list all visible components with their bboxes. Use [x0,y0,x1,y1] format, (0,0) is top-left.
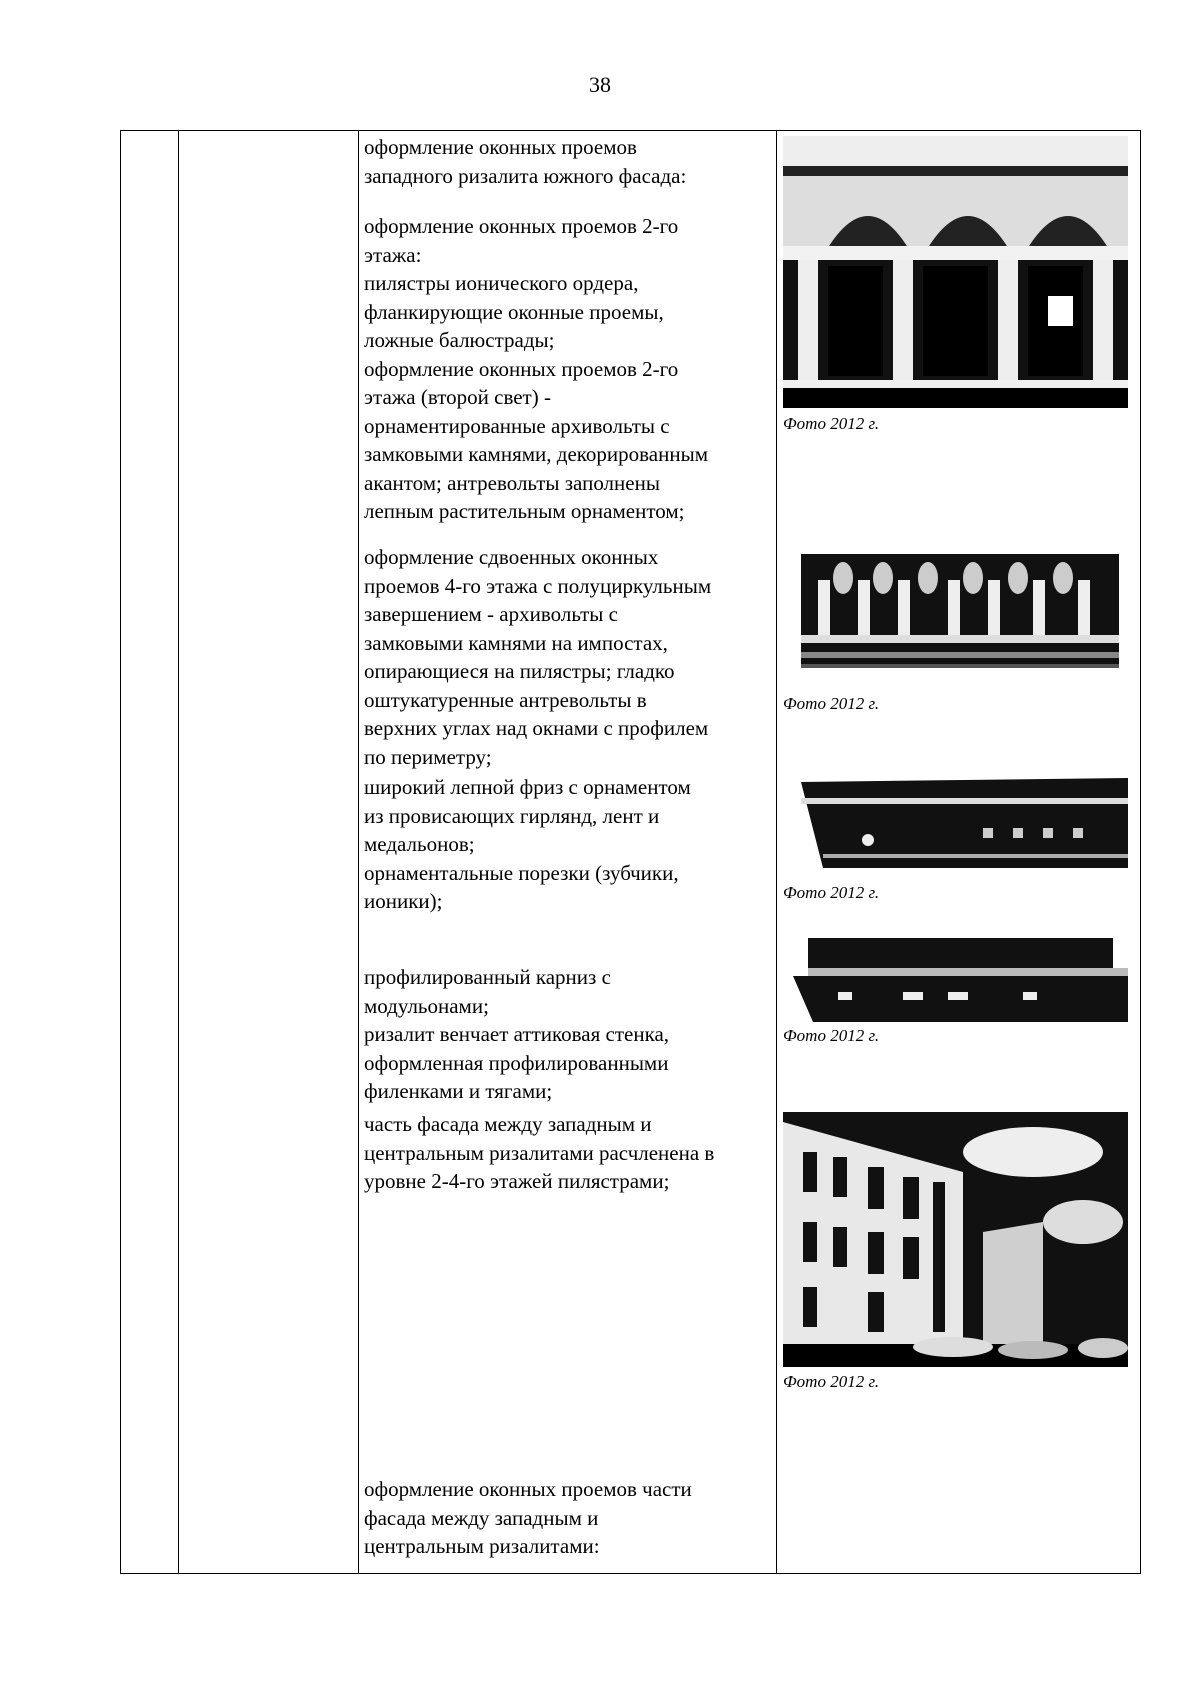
text-line: замковыми камнями, декорированным [364,442,708,466]
text-line: этажа (второй свет) - [364,385,551,409]
photo-caption: Фото 2012 г. [783,1026,880,1045]
row-5-description [364,1110,774,1196]
row-1-description [364,133,774,526]
text-line: центральным ризалитами: [364,1534,600,1558]
photo-arched-windows [783,136,1128,408]
text-line: оформление сдвоенных оконных [364,545,659,569]
text-line: оформление оконных проемов 2-го [364,356,679,381]
text-line: этажа: [364,242,422,267]
table-border-right [1140,130,1141,1574]
table-border-left [120,130,121,1574]
row-6-description [364,1475,774,1561]
photo-frieze [783,768,1128,878]
text-line: фасада между западным и [364,1505,599,1530]
text-line: орнаментальные порезки (зубчики, [364,860,679,885]
text-line: ризалит венчает аттиковая стенка, [364,1022,670,1046]
text-line: медальонов; [364,832,475,856]
row-3-description [364,773,774,916]
text-line: профилированный карниз с [364,965,611,989]
text-line: уровне 2-4-го этажей пилястрами; [364,1169,670,1193]
text-line: модульонами; [364,993,489,1018]
text-line: орнаментированные архивольты с [364,413,670,438]
text-line: оформление оконных проемов [364,135,637,159]
photo-caption: Фото 2012 г. [783,414,880,433]
photo-caption: Фото 2012 г. [783,694,880,713]
text-line: по периметру; [364,744,492,769]
table-border-bottom [120,1573,1141,1574]
text-line: часть фасада между западным и [364,1112,652,1136]
text-line: широкий лепной фриз с орнаментом [364,775,691,799]
table-column-divider-3 [776,130,777,1574]
text-line: оштукатуренные антревольты в [364,687,647,712]
row-2-description [364,543,774,771]
text-line: акантом; антревольты заполнены [364,470,660,495]
paragraph-gap [364,190,774,212]
text-line: оформление оконных проемов 2-го [364,214,679,238]
photo-caption: Фото 2012 г. [783,883,880,902]
text-line: западного ризалита южного фасада: [364,163,687,188]
text-line: ложные балюстрады; [364,328,555,352]
text-line: центральным ризалитами расчленена в [364,1140,715,1165]
text-line: оформленная профилированными [364,1050,669,1075]
row-4-description [364,963,774,1106]
text-line: филенками и тягами; [364,1079,553,1103]
page-number: 38 [589,72,611,97]
text-line: верхних углах над окнами с профилем [364,716,709,740]
text-line: лепным растительным орнаментом; [364,499,685,523]
table-column-divider-1 [178,130,179,1574]
text-line: опирающиеся на пилястры; гладко [364,659,675,683]
text-line: проемов 4-го этажа с полуциркульным [364,573,712,598]
table-border-top [120,130,1141,131]
text-line: ионики); [364,889,443,913]
table-column-divider-2 [358,130,359,1574]
text-line: пилястры ионического ордера, [364,271,639,295]
text-line: фланкирующие оконные проемы, [364,299,664,324]
text-line: завершением - архивольты с [364,602,618,626]
photo-caption: Фото 2012 г. [783,1372,880,1391]
text-line: из провисающих гирлянд, лент и [364,803,660,828]
text-line: оформление оконных проемов части [364,1477,692,1501]
photo-cornice [783,932,1128,1028]
photo-paired-windows [783,540,1128,690]
photo-facade-street-view [783,1112,1128,1367]
text-line: замковыми камнями на импостах, [364,630,668,655]
